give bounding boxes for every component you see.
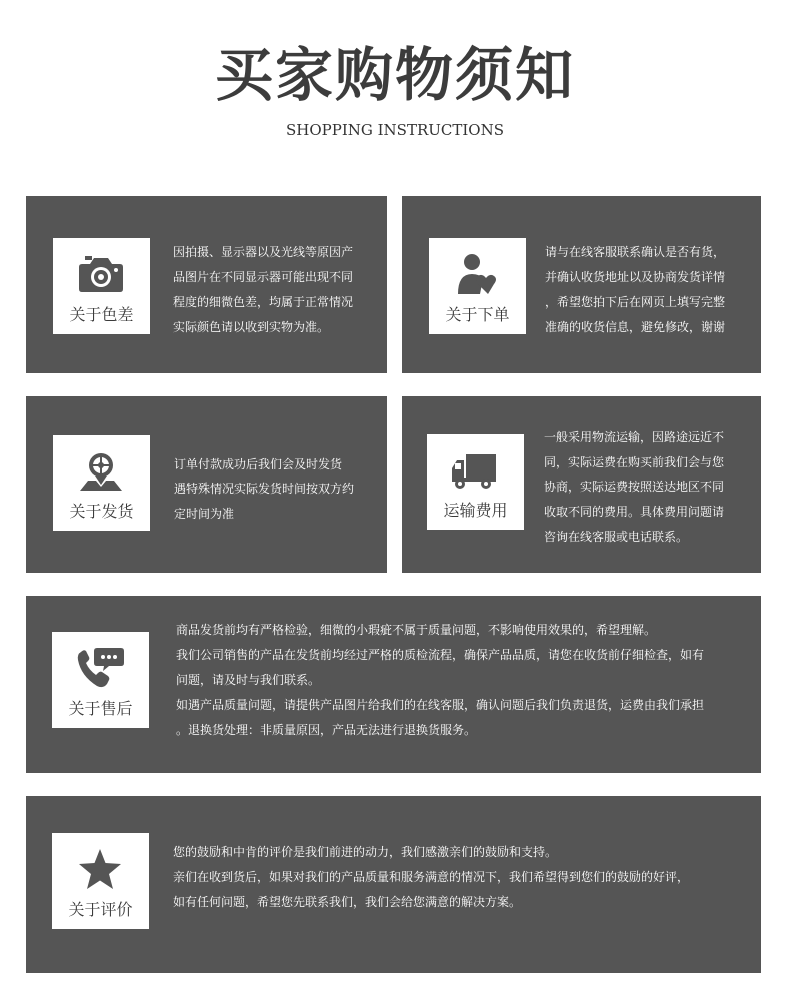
icon-box-after-sales: [52, 632, 149, 728]
section-label: 关于色差: [69, 305, 134, 324]
text-line: 一般采用物流运输，因路途远近不: [544, 430, 725, 444]
text-line: 程度的细微色差，均属于正常情况: [173, 295, 354, 309]
panel-after-sales: [26, 596, 761, 773]
text-line: 收取不同的费用。具体费用问题请: [544, 505, 725, 519]
text-line: 实际颜色请以收到实物为准。: [173, 320, 330, 334]
section-label: 关于下单: [445, 305, 510, 324]
section-text: [173, 840, 758, 915]
star-icon: [75, 847, 125, 891]
icon-box-review: [52, 833, 149, 929]
text-line: 。退换货处理：非质量原因，产品无法进行退换货服务。: [176, 723, 477, 737]
text-line: 定时间为准: [174, 507, 235, 521]
truck-icon: [450, 448, 500, 492]
text-line: 遇特殊情况实际发货时间按双方约: [174, 482, 355, 496]
text-line: 如遇产品质量问题，请提供产品图片给我们的在线客服，确认问题后我们负责退货，运费由我们承担: [176, 698, 705, 712]
section-text: [545, 240, 757, 340]
panel-order: [402, 196, 761, 373]
map-pin-icon: [76, 449, 126, 493]
text-line: 问题，请及时与我们联系。: [176, 673, 321, 687]
section-text: [176, 618, 758, 743]
text-line: ，希望您拍下后在网页上填写完整: [545, 295, 726, 309]
section-text: [173, 240, 383, 340]
icon-box-shipping: [53, 435, 150, 531]
panel-color-difference: [26, 196, 387, 373]
icon-box-freight: [427, 434, 524, 530]
section-label: 运输费用: [443, 501, 508, 520]
icon-box-order: [429, 238, 526, 334]
panel-shipping: [26, 396, 387, 573]
section-text: [174, 452, 384, 527]
section-label: 关于发货: [69, 502, 134, 521]
text-line: 品图片在不同显示器可能出现不同: [173, 270, 354, 284]
user-heart-icon: [452, 252, 502, 296]
camera-icon: [76, 252, 126, 296]
text-line: 协商，实际运费按照送达地区不同: [544, 480, 725, 494]
text-line: 同，实际运费在购买前我们会与您: [544, 455, 725, 469]
text-line: 因拍摄、显示器以及光线等原因产: [173, 245, 354, 259]
text-line: 准确的收货信息，避免修改，谢谢: [545, 320, 726, 334]
text-line: 订单付款成功后我们会及时发货: [174, 457, 343, 471]
panel-freight: [402, 396, 761, 573]
text-line: 咨询在线客服或电话联系。: [544, 530, 689, 544]
phone-chat-icon: [75, 646, 125, 690]
section-text: [544, 425, 757, 550]
page-subtitle: SHOPPING INSTRUCTIONS: [285, 121, 504, 139]
panel-review: [26, 796, 761, 973]
text-line: 亲们在收到货后，如果对我们的产品质量和服务满意的情况下，我们希望得到您们的鼓励的好评，: [173, 870, 690, 884]
text-line: 我们公司销售的产品在发货前均经过严格的质检流程，确保产品品质，请您在收货前仔细检查，如有: [176, 648, 705, 662]
text-line: 请与在线客服联系确认是否有货，: [545, 245, 726, 259]
page-title: 买家购物须知: [214, 41, 575, 109]
section-label: 关于评价: [68, 900, 133, 919]
text-line: 商品发货前均有严格检验，细微的小瑕疵不属于质量问题，不影响使用效果的，希望理解。: [176, 623, 657, 637]
icon-box-color-difference: [53, 238, 150, 334]
text-line: 您的鼓励和中肯的评价是我们前进的动力，我们感激亲们的鼓励和支持。: [173, 845, 558, 859]
text-line: 如有任何问题，希望您先联系我们，我们会给您满意的解决方案。: [173, 895, 522, 909]
text-line: 并确认收货地址以及协商发货详情: [545, 270, 726, 284]
section-label: 关于售后: [68, 699, 133, 718]
